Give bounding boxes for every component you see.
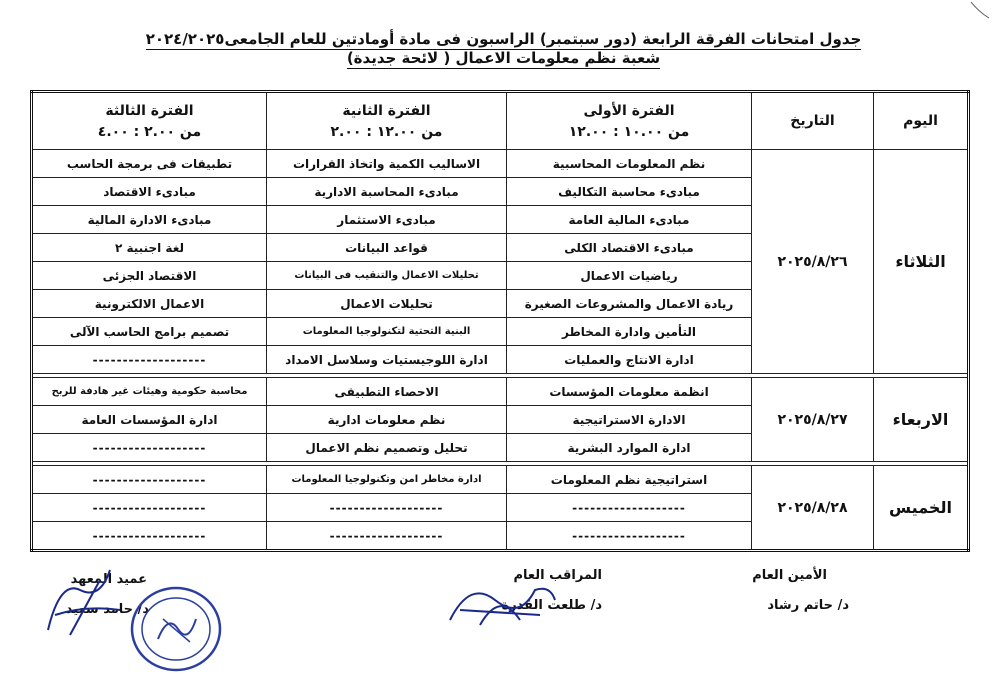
day-cell: الخميس [874, 466, 969, 551]
day-cell: الاربعاء [874, 378, 969, 462]
subject-cell-period-1: نظم المعلومات المحاسبية [507, 150, 752, 178]
subject-cell-period-1: مبادىء محاسبة التكاليف [507, 178, 752, 206]
document-subtitle: شعبة نظم معلومات الاعمال ( لائحة جديدة) [346, 49, 661, 67]
table-header-row [32, 92, 969, 150]
subject-cell-period-3: محاسبة حكومية وهيئات غير هادفة للربح [32, 378, 267, 406]
subject-cell-period-1: ------------------- [507, 494, 752, 522]
table-row [32, 378, 969, 406]
subject-cell-period-1: التأمين وادارة المخاطر [507, 318, 752, 346]
subject-cell-period-2: ------------------- [267, 522, 507, 551]
date-cell: ٢٠٢٥/٨/٢٦ [752, 150, 874, 374]
secretary-general-title: الأمين العام [752, 568, 827, 583]
general-supervisor-title: المراقب العام [513, 568, 602, 583]
dean-title: عميد المعهد [70, 572, 147, 587]
official-seal-stamp [128, 584, 224, 674]
dean-signature-scribble [40, 560, 130, 640]
subject-cell-period-3: تطبيقات فى برمجة الحاسب [32, 150, 267, 178]
subject-cell-period-1: استراتيجية نظم المعلومات [507, 466, 752, 494]
document-header [0, 30, 1007, 68]
general-supervisor-name: د/ طلعت القدرة [501, 598, 602, 613]
subject-cell-period-2: مبادىء المحاسبة الادارية [267, 178, 507, 206]
subject-cell-period-3: الاعمال الالكترونية [32, 290, 267, 318]
subject-cell-period-1: مبادىء المالية العامة [507, 206, 752, 234]
subject-cell-period-2: ادارة مخاطر امن وتكنولوجيا المعلومات [267, 466, 507, 494]
day-cell: الثلاثاء [874, 150, 969, 374]
header-period-1: الفترة الأولى من ١٠.٠٠ : ١٢.٠٠ [507, 92, 752, 150]
table-row [32, 150, 969, 178]
subject-cell-period-1: ------------------- [507, 522, 752, 551]
subject-cell-period-3: لغة اجنبية ٢ [32, 234, 267, 262]
subject-cell-period-3: ------------------- [32, 466, 267, 494]
supervisor-signature-scribble [440, 570, 560, 630]
subject-cell-period-2: قواعد البيانات [267, 234, 507, 262]
subject-cell-period-3: الاقتصاد الجزئى [32, 262, 267, 290]
secretary-general-name: د/ حاتم رشاد [767, 598, 849, 613]
subject-cell-period-2: ادارة اللوجيستيات وسلاسل الامداد [267, 346, 507, 374]
header-period-3: الفترة الثالثة من ٢.٠٠ : ٤.٠٠ [32, 92, 267, 150]
document-title: جدول امتحانات الفرقة الرابعة (دور سبتمبر) الراسبون فى مادة أومادتين للعام الجامعى٢٠٢٤/٢٠٢٥ [145, 30, 862, 48]
subject-cell-period-2: البنية التحتية لتكنولوجيا المعلومات [267, 318, 507, 346]
subject-cell-period-3: ------------------- [32, 494, 267, 522]
subject-cell-period-3: تصميم برامج الحاسب الآلى [32, 318, 267, 346]
subject-cell-period-2: تحليل وتصميم نظم الاعمال [267, 434, 507, 462]
header-day: اليوم [874, 92, 969, 150]
subject-cell-period-3: ------------------- [32, 346, 267, 374]
subject-cell-period-1: انظمة معلومات المؤسسات [507, 378, 752, 406]
subject-cell-period-1: رياضيات الاعمال [507, 262, 752, 290]
subject-cell-period-2: نظم معلومات ادارية [267, 406, 507, 434]
subject-cell-period-3: ------------------- [32, 522, 267, 551]
subject-cell-period-2: مبادىء الاستثمار [267, 206, 507, 234]
subject-cell-period-1: ادارة الموارد البشرية [507, 434, 752, 462]
subject-cell-period-2: تحليلات الاعمال والتنقيب فى البيانات [267, 262, 507, 290]
table-row [32, 466, 969, 494]
subject-cell-period-1: الادارة الاستراتيجية [507, 406, 752, 434]
date-cell: ٢٠٢٥/٨/٢٨ [752, 466, 874, 551]
subject-cell-period-1: ريادة الاعمال والمشروعات الصغيرة [507, 290, 752, 318]
dean-name: د/ حامد سعيد [65, 602, 149, 617]
subject-cell-period-2: الاحصاء التطبيقى [267, 378, 507, 406]
date-cell: ٢٠٢٥/٨/٢٧ [752, 378, 874, 462]
header-date: التاريخ [752, 92, 874, 150]
subject-cell-period-3: مبادىء الادارة المالية [32, 206, 267, 234]
subject-cell-period-1: ادارة الانتاج والعمليات [507, 346, 752, 374]
page-corner-mark-icon [967, 0, 997, 24]
subject-cell-period-3: مبادىء الاقتصاد [32, 178, 267, 206]
subject-cell-period-3: ادارة المؤسسات العامة [32, 406, 267, 434]
subject-cell-period-2: ------------------- [267, 494, 507, 522]
subject-cell-period-3: ------------------- [32, 434, 267, 462]
header-period-2: الفترة الثانية من ١٢.٠٠ : ٢.٠٠ [267, 92, 507, 150]
subject-cell-period-2: تحليلات الاعمال [267, 290, 507, 318]
subject-cell-period-1: مبادىء الاقتصاد الكلى [507, 234, 752, 262]
subject-cell-period-2: الاساليب الكمية واتخاذ القرارات [267, 150, 507, 178]
exam-schedule-table [30, 90, 970, 552]
